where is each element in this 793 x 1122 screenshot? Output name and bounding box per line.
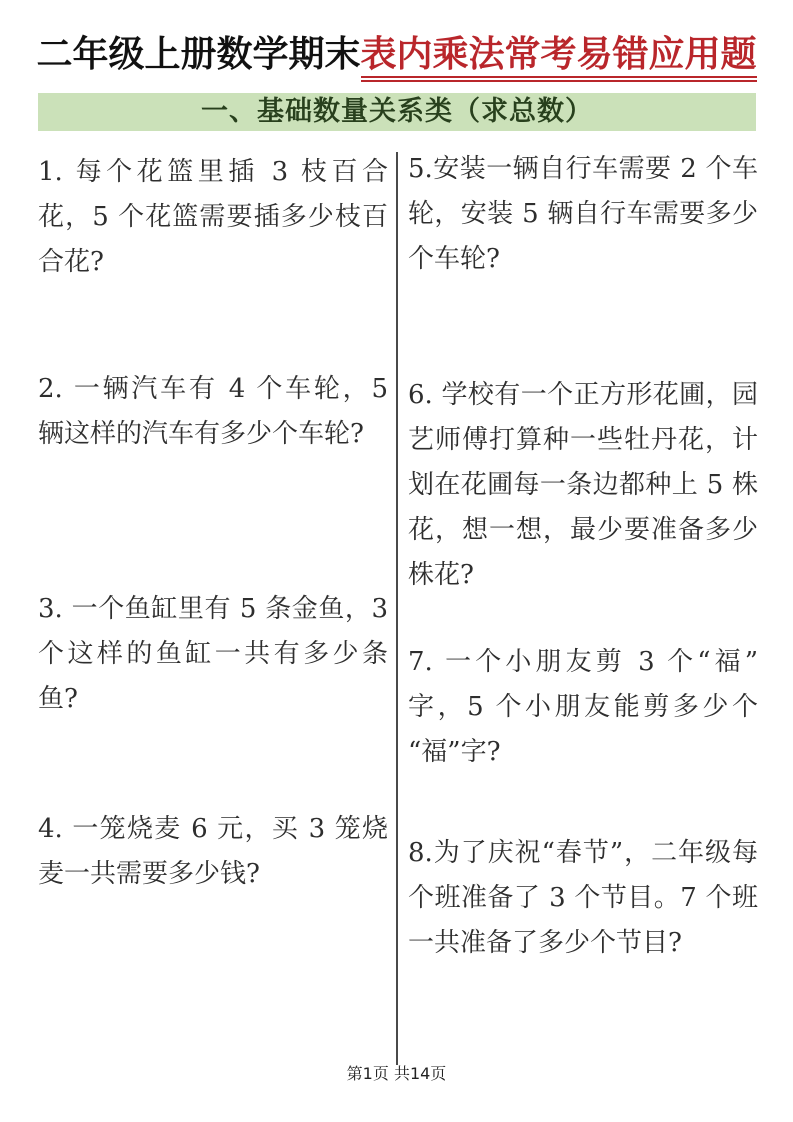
problem-6: 6. 学校有一个正方形花圃，园艺师傅打算种一些牡丹花，计划在花圃每一条边都种上 5 株花，想一想，最少要准备多少株花?: [408, 380, 758, 590]
column-divider-line: [396, 152, 398, 1065]
problem-8: 8.为了庆祝“春节”，二年级每个班准备了 3 个节目。7 个班一共准备了多少个节目?: [408, 838, 758, 958]
problem-1: 1. 每个花篮里插 3 枝百合花，5 个花篮需要插多少枝百合花?: [38, 157, 388, 277]
page-title-red-underlined-text: 表内乘法常考易错应用题: [361, 33, 757, 82]
problem-2: 2. 一辆汽车有 4 个车轮，5 辆这样的汽车有多少个车轮?: [38, 374, 388, 449]
section-header-banner: [38, 93, 756, 131]
problem-5: 5.安装一辆自行车需要 2 个车轮，安装 5 辆自行车需要多少个车轮?: [408, 154, 758, 274]
problem-7: 7. 一个小朋友剪 3 个“福”字，5 个小朋友能剪多少个“福”字?: [408, 647, 758, 767]
problem-3: 3. 一个鱼缸里有 5 条金鱼，3 个这样的鱼缸一共有多少条鱼?: [38, 594, 388, 714]
page-number-footer: 第1页 共14页: [346, 1064, 447, 1083]
problem-4: 4. 一笼烧麦 6 元，买 3 笼烧麦一共需要多少钱?: [38, 814, 388, 889]
page-title-black-text: 二年级上册数学期末: [36, 33, 361, 75]
section-header-text: 一、基础数量关系类（求总数）: [201, 96, 593, 127]
page-title: [0, 30, 793, 78]
